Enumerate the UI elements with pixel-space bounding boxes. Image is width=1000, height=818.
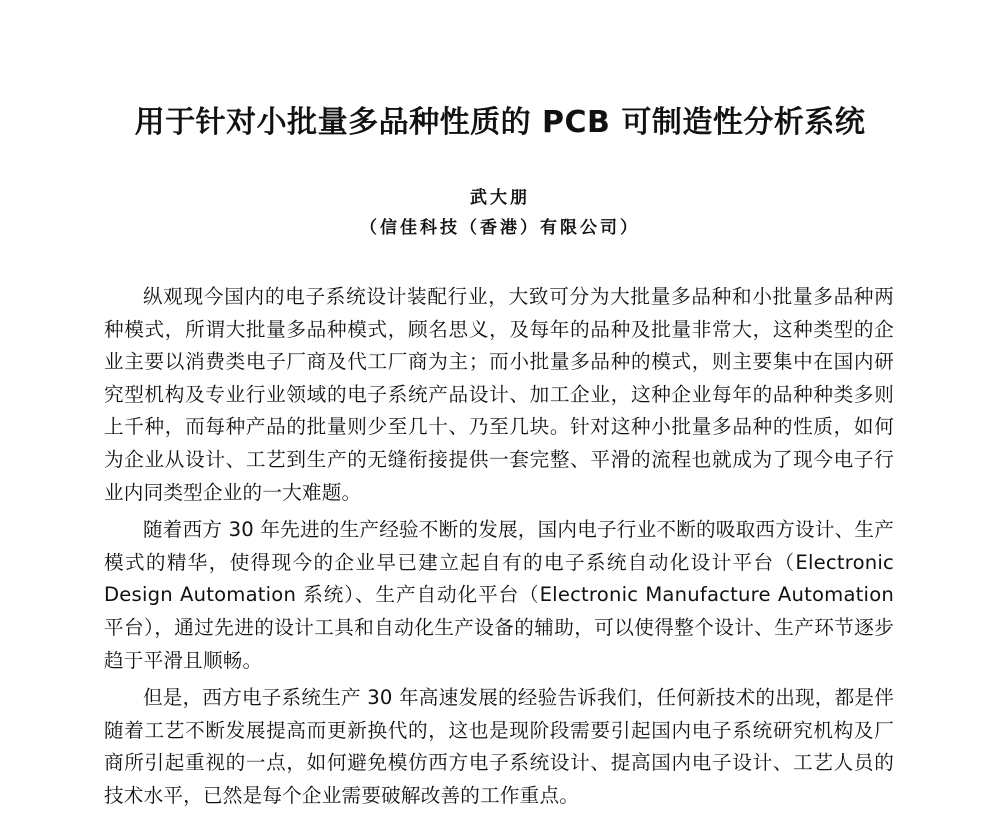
author-name: 武大朋 [470, 188, 530, 208]
paragraph-3: 但是，西方电子系统生产 30 年高速发展的经验告诉我们，任何新技术的出现，都是伴随着工艺不断发展提高而更新换代的，这也是现阶段需要引起国内电子系统研究机构及厂商所引起重视的一点，如何避免模仿西方电子系统设计、提高国内电子设计、工艺人员的技术水平，已然是每个企业需要破解改善的工作重点。 [104, 686, 894, 807]
paper-title: 用于针对小批量多品种性质的 PCB 可制造性分析系统 [134, 105, 866, 140]
paragraph-1: 纵观现今国内的电子系统设计装配行业，大致可分为大批量多品种和小批量多品种两种模式，所谓大批量多品种模式，顾名思义，及每年的品种及批量非常大，这种类型的企业主要以消费类电子厂商及代工厂商为主；而小批量多品种的模式，则主要集中在国内研究型机构及专业行业领域的电子系统产品设计、加工企业，这种企业每年的品种种类多则上千种，而每种产品的批量则少至几十、乃至几块。针对这种小批量多品种的性质，如何为企业从设计、工艺到生产的无缝衔接提供一套完整、平滑的流程也就成为了现今电子行业内同类型企业的一大难题。 [104, 285, 894, 504]
paragraph-2: 随着西方 30 年先进的生产经验不断的发展，国内电子行业不断的吸取西方设计、生产模式的精华，使得现今的企业早已建立起自有的电子系统自动化设计平台（Electronic Design Automation 系统）、生产自动化平台（Electronic Manufacture Automation 平台），通过先进的设计工具和自动化生产设备的辅助，可以使得整个设计、生产环节逐步趋于平滑且顺畅。 [104, 518, 894, 672]
author-affiliation: （信佳科技（香港）有限公司） [360, 218, 640, 238]
body-text [104, 281, 894, 818]
